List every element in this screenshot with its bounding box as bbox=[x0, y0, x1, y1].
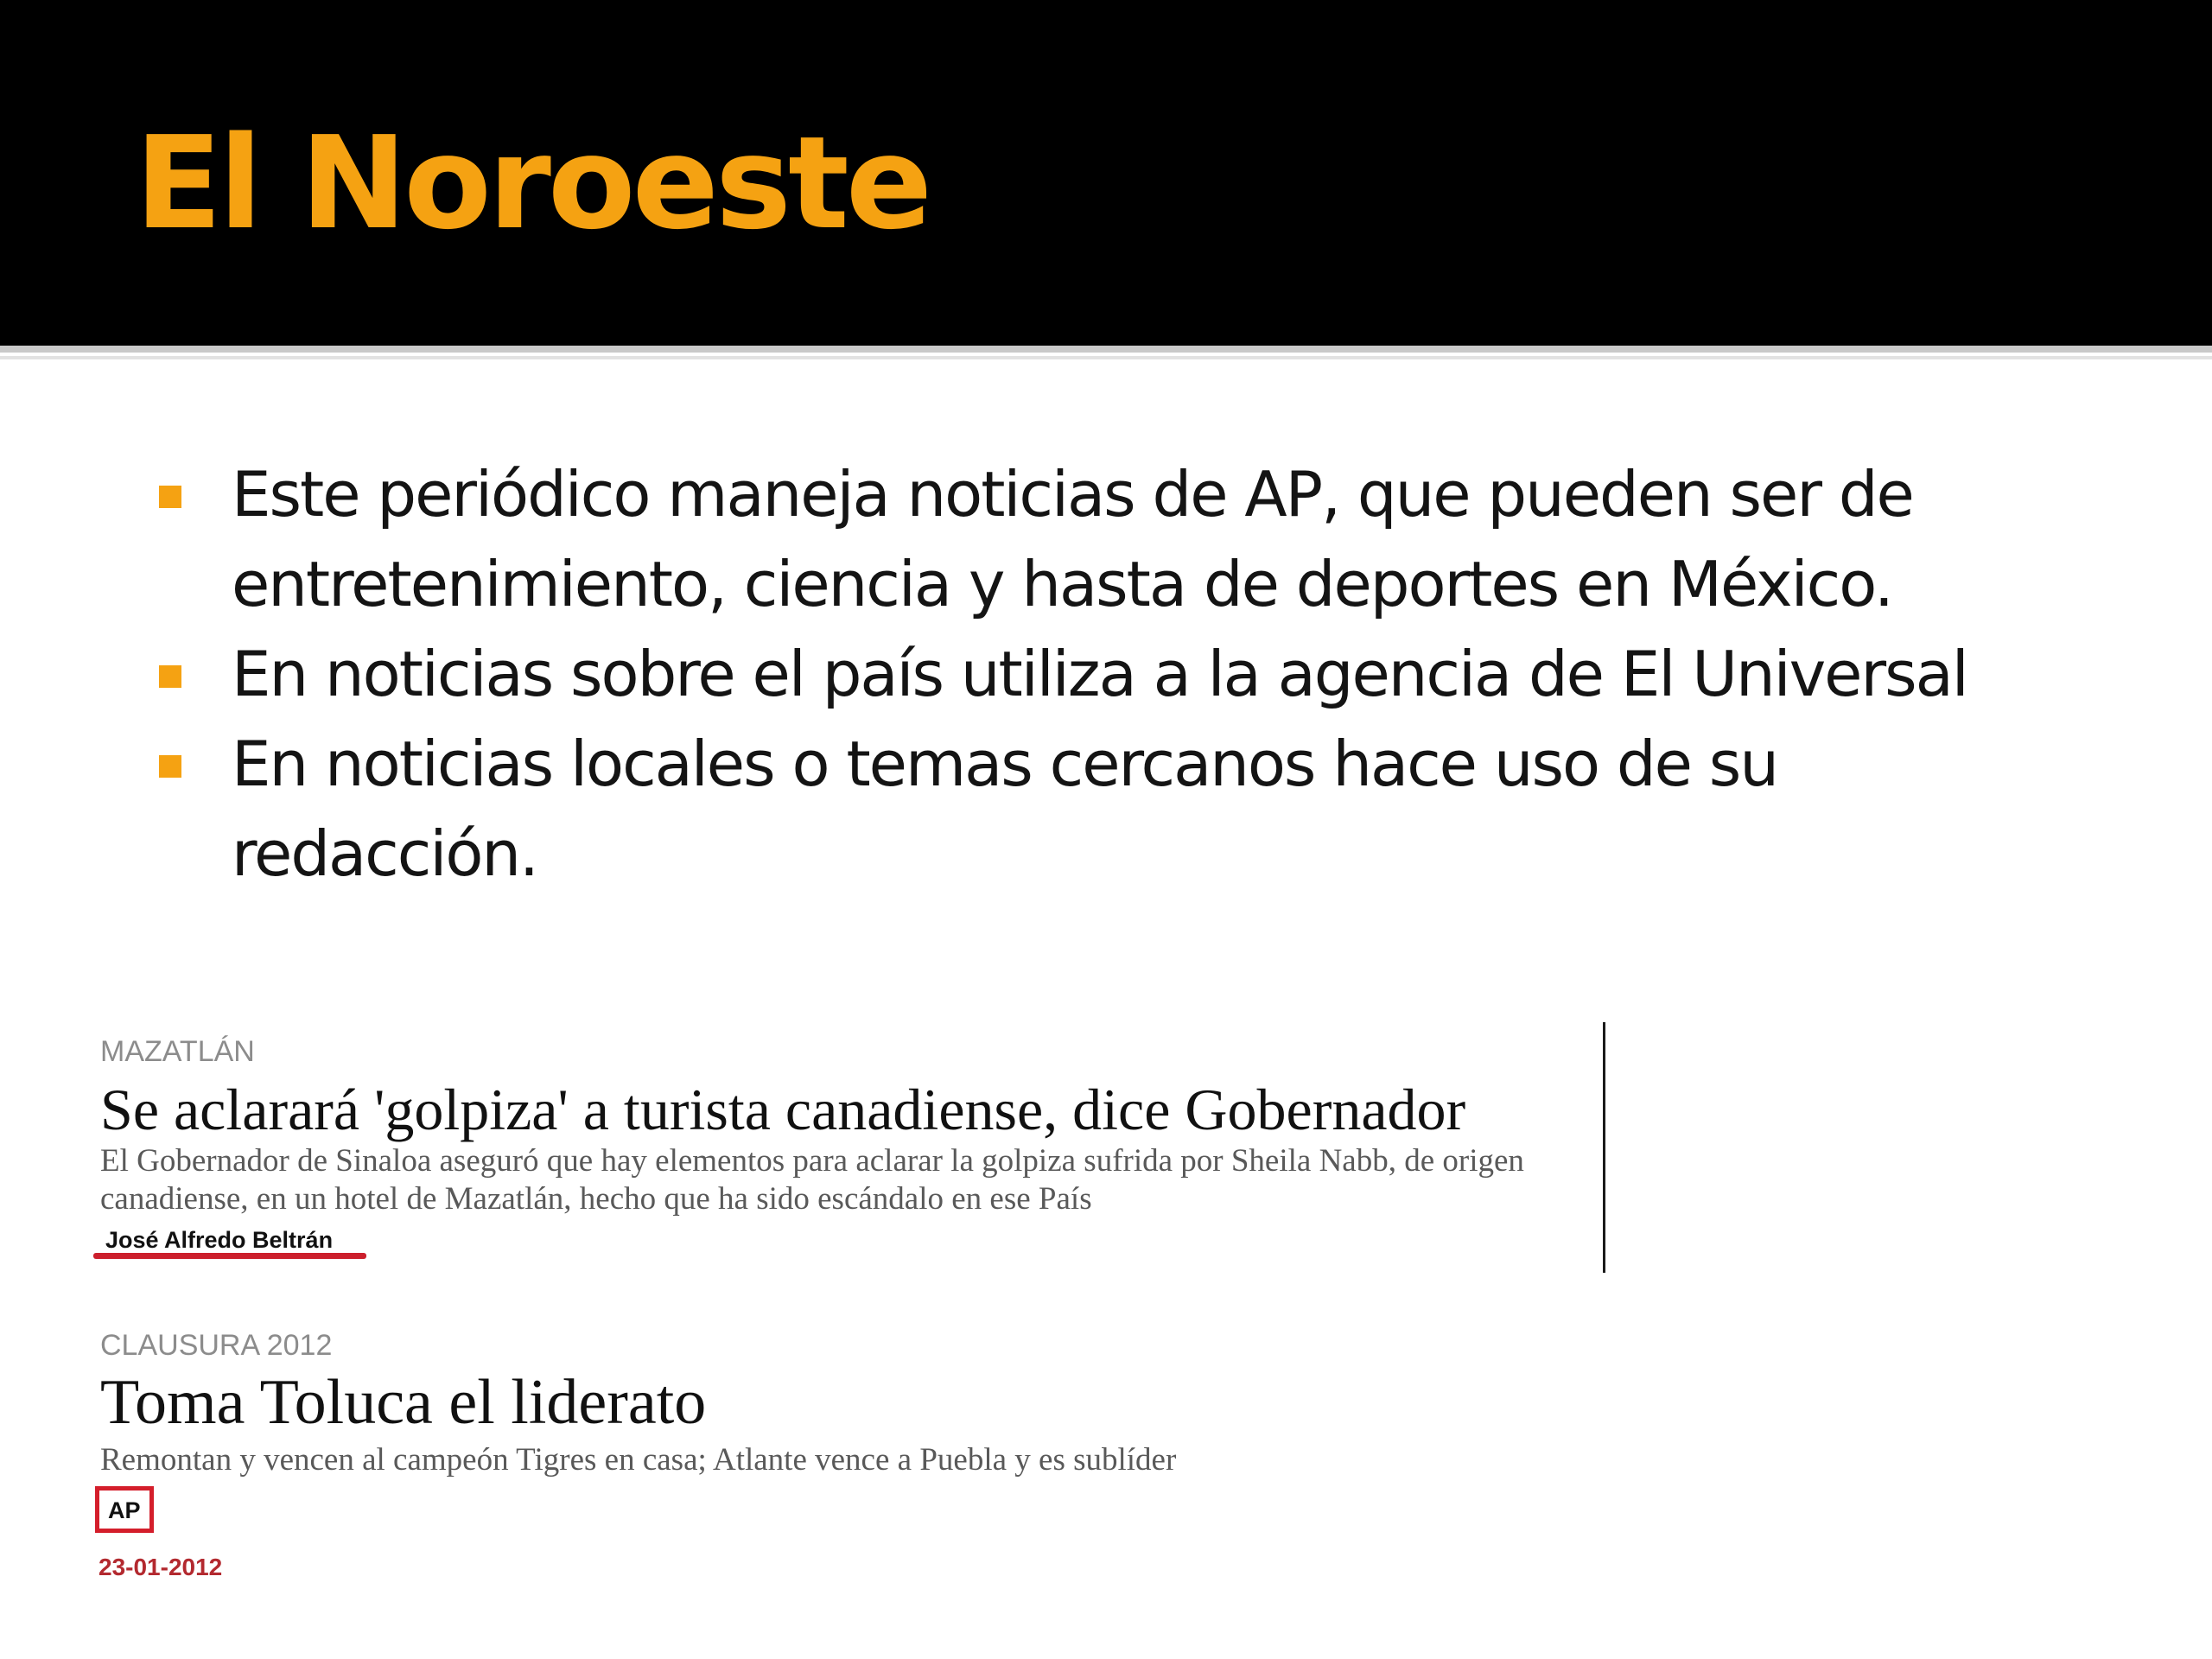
clipping-byline: José Alfredo Beltrán bbox=[105, 1227, 334, 1253]
clipping-date: 23-01-2012 bbox=[99, 1554, 223, 1580]
source-highlight-box bbox=[95, 1486, 154, 1533]
clipping-source: AP bbox=[108, 1497, 141, 1523]
news-clipping-mazatlan bbox=[90, 1020, 1611, 1270]
clipping-kicker: MAZATLÁN bbox=[100, 1035, 255, 1068]
clipping-summary: Remontan y vencen al campeón Tigres en casa; Atlante vence a Puebla y es sublíder bbox=[100, 1442, 1177, 1478]
square-bullet-icon bbox=[159, 665, 181, 688]
bullet-item-redaccion bbox=[156, 719, 2091, 899]
title-divider-secondary bbox=[0, 356, 2212, 359]
byline-red-underline bbox=[93, 1253, 366, 1259]
title-divider bbox=[0, 346, 2212, 353]
square-bullet-icon bbox=[159, 755, 181, 778]
square-bullet-icon bbox=[159, 486, 181, 508]
clipping-border-line bbox=[1603, 1022, 1605, 1273]
bullet-text: Este periódico maneja noticias de AP, que pueden ser de entretenimiento, ciencia y hasta de deportes en México. bbox=[232, 458, 1913, 620]
clipping-headline: Se aclarará 'golpiza' a turista canadiense, dice Gobernador bbox=[100, 1077, 1466, 1142]
bullet-item-ap bbox=[156, 449, 2091, 629]
clipping-kicker: CLAUSURA 2012 bbox=[100, 1329, 333, 1362]
bullet-item-el-universal bbox=[156, 629, 2091, 719]
bullet-list bbox=[156, 449, 2091, 899]
clipping-summary: El Gobernador de Sinaloa aseguró que hay elementos para aclarar la golpiza sufrida por Sheila Nabb, de origen canadiense, en un hotel de Mazatlán, hecho que ha sido escándalo en ese País bbox=[100, 1143, 1524, 1217]
clipping-headline: Toma Toluca el liderato bbox=[100, 1367, 707, 1438]
news-clipping-clausura bbox=[90, 1313, 1386, 1607]
bullet-text: En noticias sobre el país utiliza a la agencia de El Universal bbox=[232, 638, 1967, 710]
slide-title: El Noroeste bbox=[135, 109, 930, 257]
bullet-text: En noticias locales o temas cercanos hace uso de su redacción. bbox=[232, 728, 1777, 890]
